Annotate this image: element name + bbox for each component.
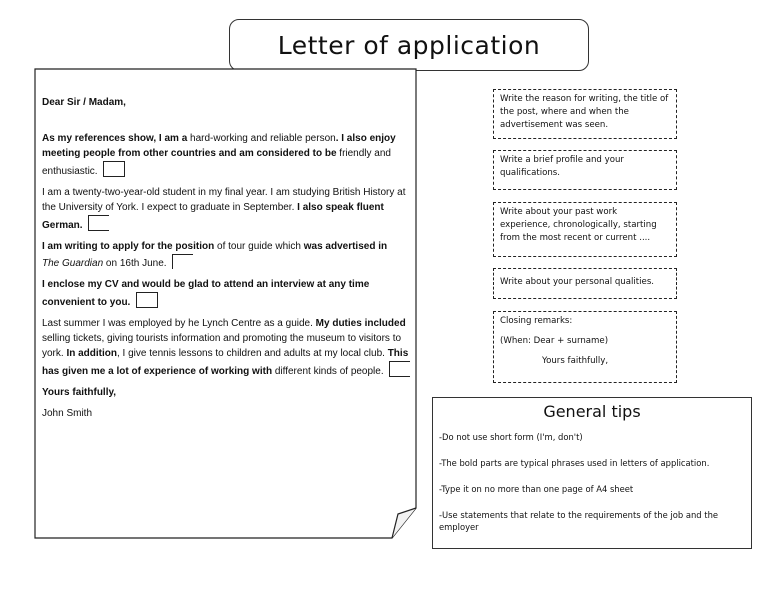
letter-signature-name: John Smith [42, 408, 93, 419]
p1-text-d: and am considered to be [218, 148, 337, 159]
answer-box-4[interactable] [136, 292, 158, 308]
tip-item: -Use statements that relate to the requirements of the job and the employer [439, 510, 719, 532]
hint-box-profile[interactable]: Write a brief profile and your qualifications. [493, 150, 677, 190]
hint-box-reason[interactable]: Write the reason for writing, the title of the post, where and when the advertisement was seen. [493, 89, 677, 139]
letter-body [42, 95, 412, 427]
tip-item: -The bold parts are typical phrases used in letters of application. [439, 458, 710, 468]
hint-box-experience[interactable]: Write about your past work experience, chronologically, starting from the most recent or current .... [493, 202, 677, 257]
closing-when-note: (When: Dear + surname) [500, 336, 609, 346]
letter-greeting: Dear Sir / Madam, [42, 97, 126, 108]
letter-paragraph-2 [42, 185, 412, 233]
hint-box-closing[interactable] [493, 311, 677, 383]
p5-text-d: In addition [66, 348, 117, 359]
tip-item: -Do not use short form (I'm, don't) [439, 432, 583, 442]
letter-paragraph-4 [42, 277, 412, 310]
page-title: Letter of application [229, 19, 589, 71]
tip-item: -Type it on no more than one page of A4 sheet [439, 484, 634, 494]
general-tips-panel [432, 397, 752, 549]
p3-text-e: on 16th June. [103, 258, 167, 269]
hint-box-qualities[interactable]: Write about your personal qualities. [493, 268, 677, 299]
p5-text-g: different kinds of people. [272, 366, 384, 377]
closing-yours-faithfully: Yours faithfully, [542, 356, 609, 366]
letter-paragraph-3 [42, 239, 412, 271]
p5-text-a: Last summer I was employed by he Lynch Centre as a guide. [42, 318, 316, 329]
answer-box-5[interactable] [389, 361, 410, 377]
p1-text-e: friendly and enthusiastic. [42, 148, 391, 177]
p5-text-b: My duties included [315, 318, 406, 329]
p5-text-e: , I give tennis lessons to children and adults at my local club. [117, 348, 388, 359]
letter-signoff: Yours faithfully, [42, 387, 117, 398]
p3-text-c: was advertised in [303, 241, 388, 252]
p3-newspaper-name: The Guardian [42, 258, 104, 269]
answer-box-2[interactable] [88, 215, 109, 231]
p2-text-a: I am a twenty-two-year-old student in my final year. I am studying British History at the University of York. I expect to graduate in September. [42, 187, 406, 213]
answer-box-3[interactable] [172, 254, 193, 269]
p5-text-c: selling tickets, giving tourists information and promoting the museum to visitors to york. [42, 333, 402, 359]
letter-paragraph-1 [42, 131, 412, 179]
p4-text-a: I enclose my CV and would be glad to attend an interview at any time convenient to you. [42, 279, 370, 308]
p5-text-f: This has given me a lot of experience of working with [42, 348, 409, 377]
letter-paragraph-5 [42, 316, 412, 379]
p3-text-b: of tour guide which [214, 241, 304, 252]
general-tips-heading: General tips [543, 402, 641, 421]
p1-text-c: . I also enjoy meeting people from other countries [42, 133, 396, 159]
p3-text-a: I am writing to apply for the position [42, 241, 215, 252]
closing-remarks-label: Closing remarks: [500, 316, 573, 326]
p2-text-b: I also speak fluent German. [42, 202, 384, 231]
answer-box-1[interactable] [103, 161, 125, 177]
p1-text-a: As my references show, I am a [42, 133, 191, 144]
p1-text-b: hard-working and reliable person [190, 133, 336, 144]
